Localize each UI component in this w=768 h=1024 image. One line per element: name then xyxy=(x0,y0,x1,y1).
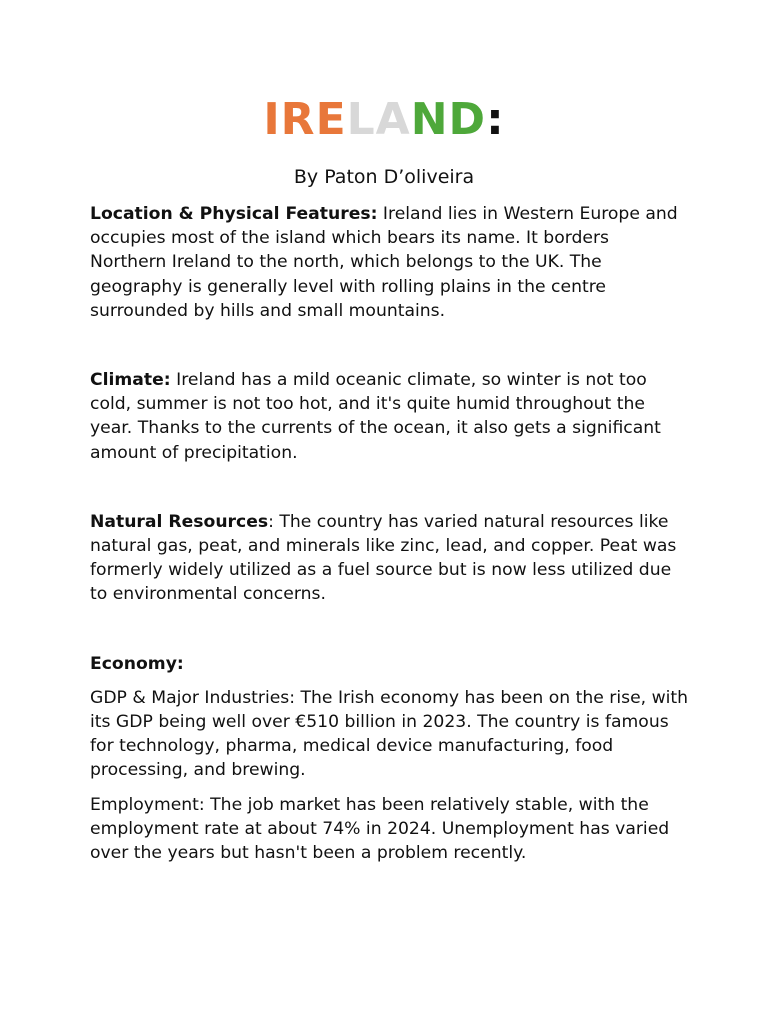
section-location xyxy=(90,202,690,323)
section-natural-resources xyxy=(90,510,690,607)
title-segment-orange: IRE xyxy=(263,94,347,145)
section-economy xyxy=(90,652,690,676)
section-climate-text: Ireland has a mild oceanic climate, so winter is not too cold, summer is not too hot, and it's quite humid throughout the year. Thanks to the currents of the ocean, it also gets a significant amount of precipitation. xyxy=(90,370,661,463)
page-title xyxy=(0,94,768,146)
section-economy-heading: Economy: xyxy=(90,653,184,674)
section-climate-heading: Climate: xyxy=(90,370,171,391)
section-location-heading: Location & Physical Features: xyxy=(90,204,378,224)
title-colon: : xyxy=(486,94,505,145)
economy-employment-paragraph: Employment: The job market has been relatively stable, with the employment rate at about 74% in 2024. Unemployment has varied over the years but hasn't been a problem recently. xyxy=(90,794,670,864)
section-natural-resources-heading: Natural Resources xyxy=(90,511,269,532)
document-body xyxy=(90,202,690,865)
section-location-text: Ireland lies in Western Europe and occupies most of the island which bears its name. It borders Northern Ireland to the north, which belongs to the UK. The geography is generally level with rolling plains in the centre surrounded by hills and small mountains. xyxy=(90,204,678,321)
section-natural-resources-text: : The country has varied natural resources like natural gas, peat, and minerals like zinc, lead, and copper. Peat was formerly widely utilized as a fuel source but is now less utilized due to environmental concerns. xyxy=(90,511,677,605)
author-byline: By Paton D’oliveira xyxy=(293,166,475,188)
title-segment-white: LA xyxy=(346,94,411,145)
economy-gdp-paragraph: GDP & Major Industries: The Irish economy has been on the rise, with its GDP being well over €510 billion in 2023. The country is famous for technology, pharma, medical device manufacturing, food processing, and brewing. xyxy=(90,687,689,781)
title-segment-green: ND xyxy=(410,94,487,145)
section-climate xyxy=(90,368,690,465)
